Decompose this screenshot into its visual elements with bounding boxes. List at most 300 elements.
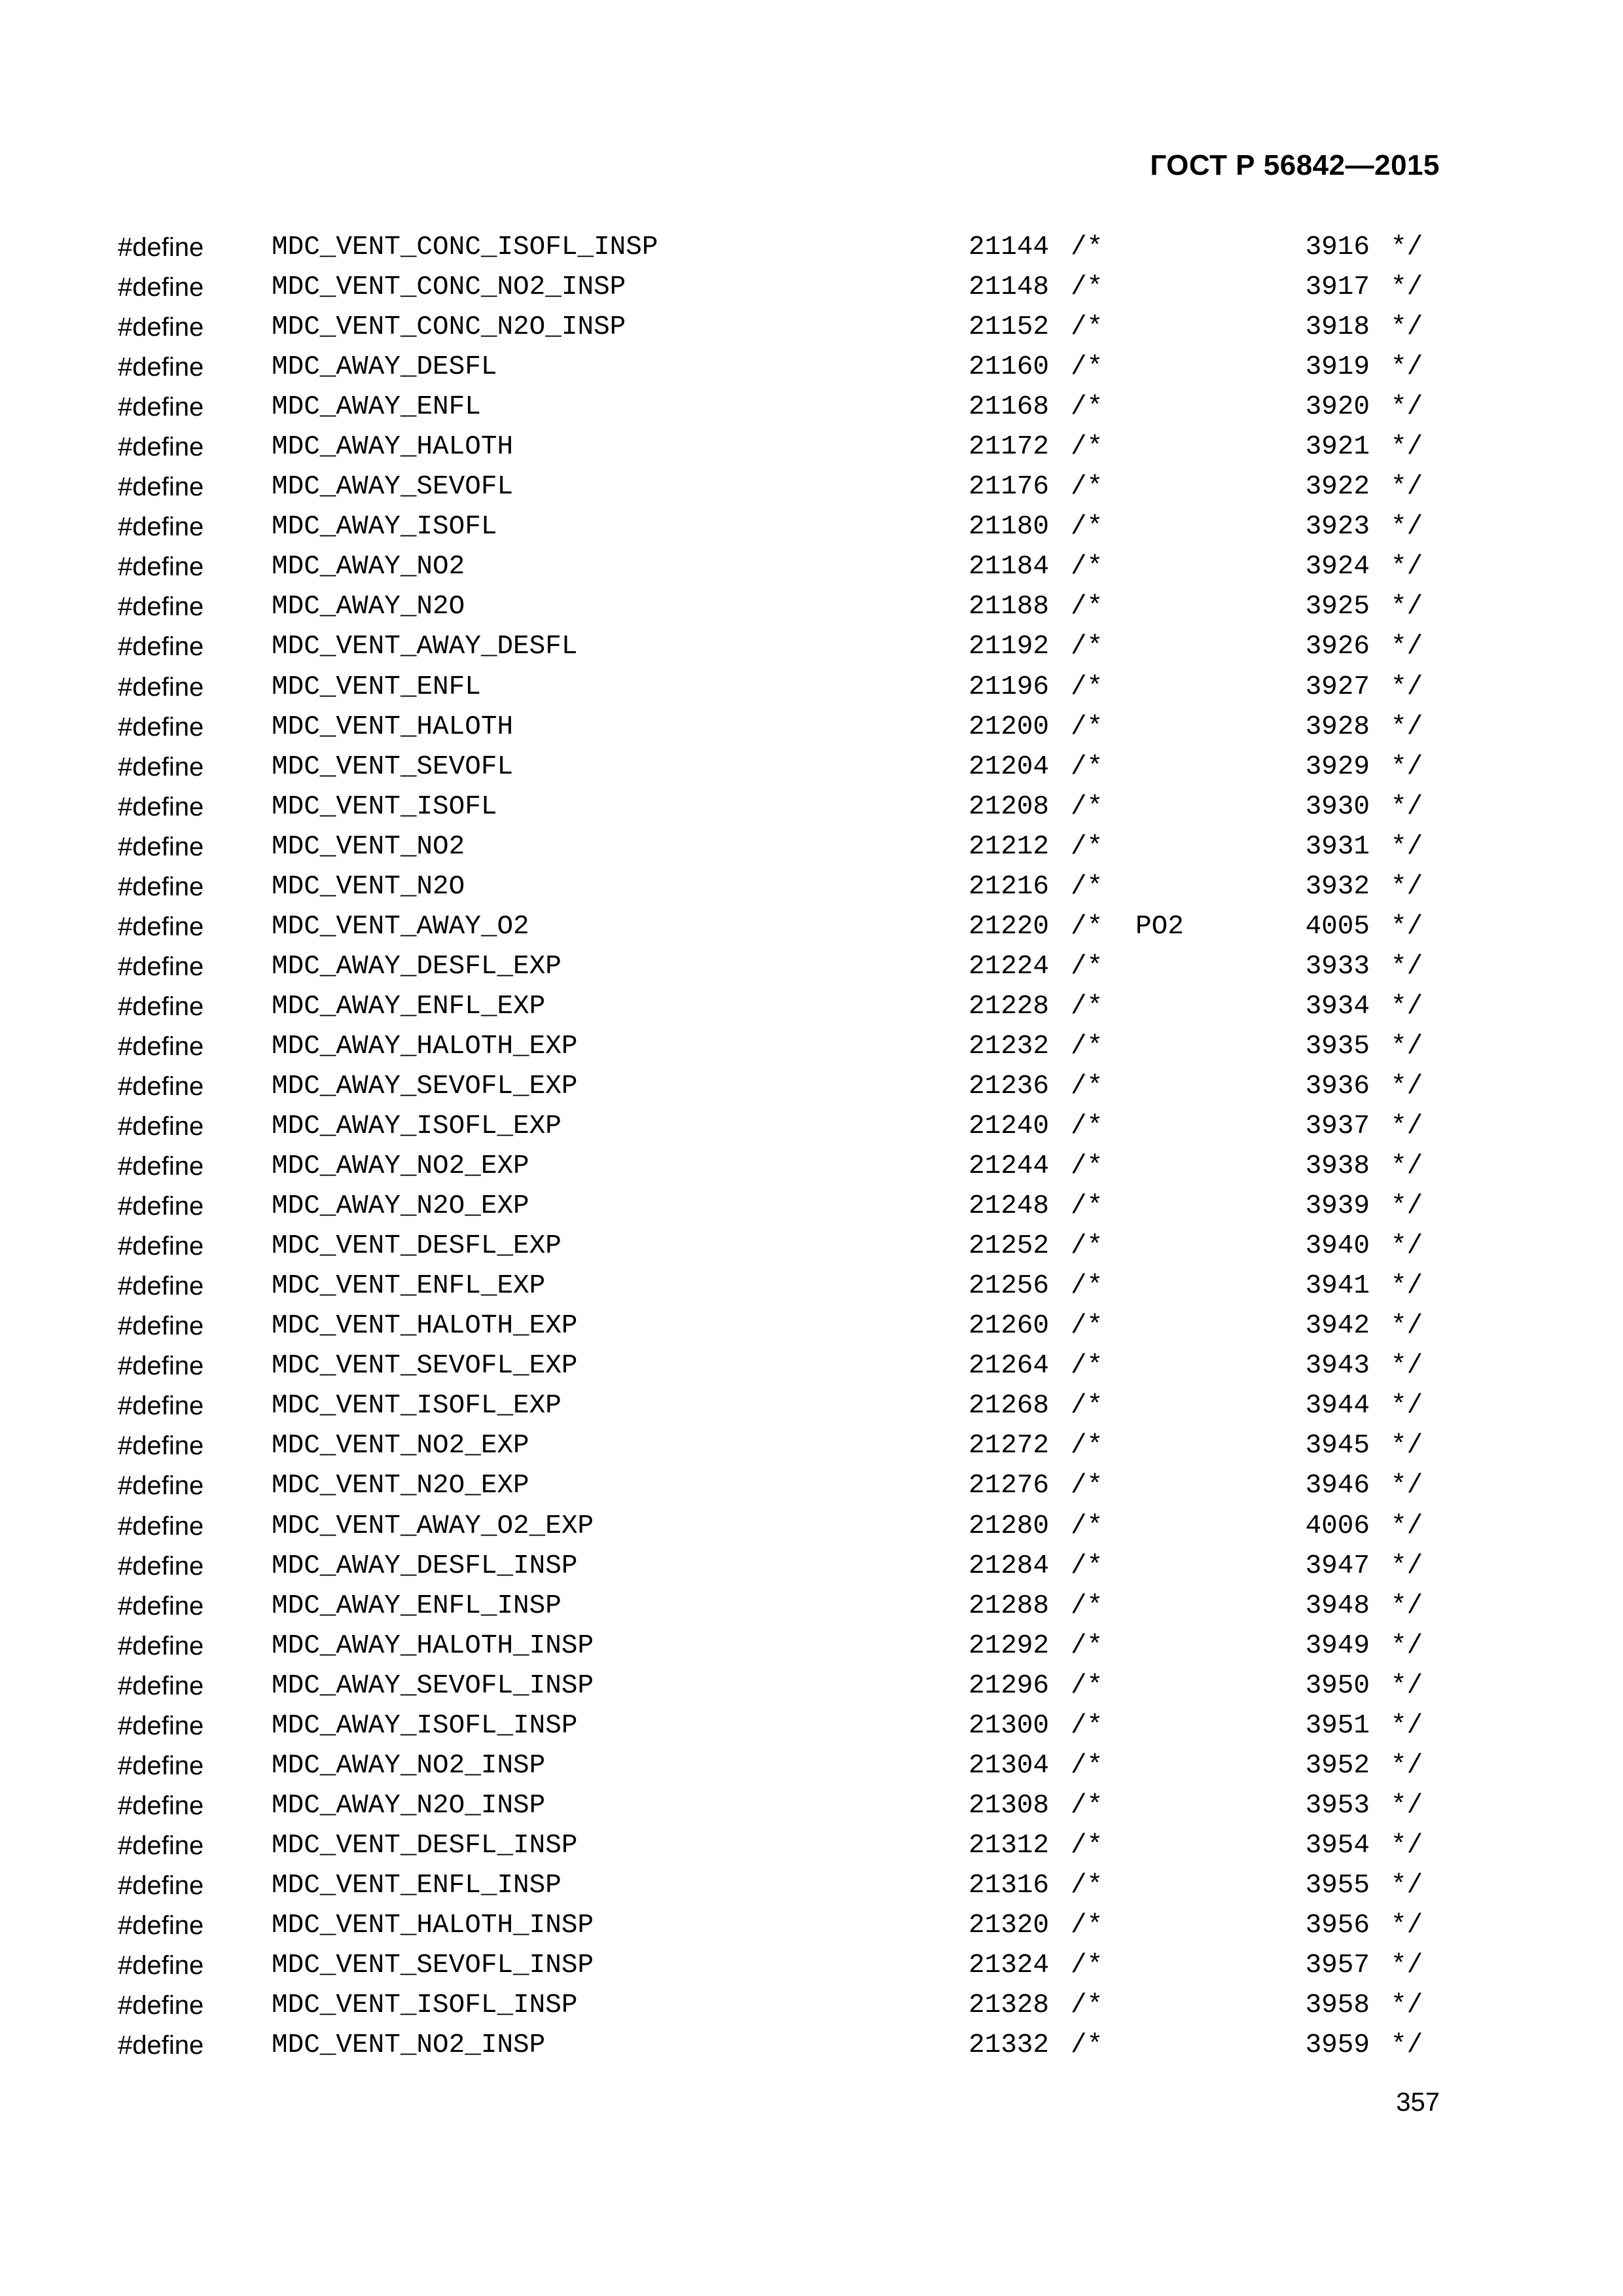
comment-open: /*: [1071, 432, 1103, 463]
define-keyword: #define: [118, 1471, 204, 1501]
reference-code: 3940: [1305, 1231, 1370, 1262]
define-row: [0, 2026, 1623, 2066]
define-row: [0, 427, 1623, 467]
comment-close: */: [1391, 1511, 1423, 1541]
define-keyword: #define: [118, 1591, 204, 1621]
define-keyword: #define: [118, 1312, 204, 1341]
reference-code: 3938: [1305, 1151, 1370, 1182]
reference-code: 3932: [1305, 871, 1370, 902]
define-row: [0, 387, 1623, 427]
constant-value: 21320: [969, 1910, 1050, 1941]
comment-close: */: [1391, 871, 1423, 902]
constant-name: MDC_VENT_N2O: [272, 871, 465, 902]
define-row: [0, 708, 1623, 747]
constant-value: 21284: [969, 1551, 1050, 1581]
constant-name: MDC_VENT_AWAY_O2_EXP: [272, 1511, 594, 1541]
constant-name: MDC_AWAY_HALOTH_EXP: [272, 1031, 578, 1062]
constant-name: MDC_VENT_NO2_EXP: [272, 1431, 529, 1462]
define-row: [0, 1786, 1623, 1826]
comment-open: /*: [1071, 1031, 1103, 1062]
comment-close: */: [1391, 632, 1423, 662]
comment-open: /*: [1071, 512, 1103, 543]
define-keyword: #define: [118, 1112, 204, 1141]
reference-code: 3929: [1305, 751, 1370, 782]
comment-open: /*: [1071, 2030, 1103, 2061]
comment-open: /*: [1071, 1391, 1103, 1422]
reference-code: 3927: [1305, 672, 1370, 702]
constant-name: MDC_VENT_SEVOFL_INSP: [272, 1950, 594, 1981]
reference-code: 3917: [1305, 272, 1370, 303]
constant-value: 21312: [969, 1830, 1050, 1861]
constant-name: MDC_AWAY_SEVOFL: [272, 472, 514, 503]
define-row: [0, 1107, 1623, 1147]
define-keyword: #define: [118, 1192, 204, 1221]
reference-code: 3922: [1305, 472, 1370, 503]
comment-close: */: [1391, 232, 1423, 262]
define-keyword: #define: [118, 1551, 204, 1581]
define-row: [0, 1187, 1623, 1227]
comment-close: */: [1391, 1311, 1423, 1342]
define-keyword: #define: [118, 992, 204, 1021]
define-row: [0, 547, 1623, 587]
comment-close: */: [1391, 1351, 1423, 1382]
constant-value: 21216: [969, 871, 1050, 902]
comment-open: /*: [1071, 1071, 1103, 1102]
constant-name: MDC_AWAY_HALOTH: [272, 432, 514, 463]
comment-close: */: [1391, 1670, 1423, 1701]
comment-open: /*: [1071, 1630, 1103, 1661]
comment-close: */: [1391, 1431, 1423, 1462]
constant-value: 21244: [969, 1151, 1050, 1182]
define-keyword: #define: [118, 1871, 204, 1900]
define-row: [0, 1866, 1623, 1906]
define-keyword: #define: [118, 1671, 204, 1700]
comment-open: /*: [1071, 1471, 1103, 1501]
constant-value: 21288: [969, 1590, 1050, 1621]
define-keyword: #define: [118, 632, 204, 662]
reference-code: 3939: [1305, 1191, 1370, 1222]
constant-name: MDC_AWAY_N2O_INSP: [272, 1790, 546, 1821]
comment-open: /*: [1071, 1590, 1103, 1621]
constant-name: MDC_AWAY_DESFL: [272, 352, 497, 383]
comment-open: /*: [1071, 1151, 1103, 1182]
comment-open: /*: [1071, 1790, 1103, 1821]
define-keyword: #define: [118, 512, 204, 542]
comment-open: /*: [1071, 1311, 1103, 1342]
define-row: [0, 1587, 1623, 1626]
reference-code: 3954: [1305, 1830, 1370, 1861]
constant-value: 21316: [969, 1870, 1050, 1901]
comment-close: */: [1391, 672, 1423, 702]
define-row: [0, 987, 1623, 1027]
define-keyword: #define: [118, 1071, 204, 1101]
constant-name: MDC_AWAY_ENFL_INSP: [272, 1590, 562, 1621]
define-row: [0, 1626, 1623, 1666]
comment-close: */: [1391, 1870, 1423, 1901]
reference-code: 3947: [1305, 1551, 1370, 1581]
comment-close: */: [1391, 1271, 1423, 1302]
define-keyword: #define: [118, 672, 204, 702]
define-row: [0, 1346, 1623, 1386]
constant-value: 21304: [969, 1750, 1050, 1781]
comment-close: */: [1391, 1471, 1423, 1501]
define-keyword: #define: [118, 1152, 204, 1181]
constant-name: MDC_VENT_NO2_INSP: [272, 2030, 546, 2061]
constant-name: MDC_AWAY_N2O_EXP: [272, 1191, 529, 1222]
define-keyword: #define: [118, 1232, 204, 1261]
constant-value: 21232: [969, 1031, 1050, 1062]
define-keyword: #define: [118, 712, 204, 742]
constant-value: 21172: [969, 432, 1050, 463]
define-row: [0, 1666, 1623, 1706]
constant-value: 21300: [969, 1710, 1050, 1741]
define-keyword: #define: [118, 912, 204, 941]
constant-name: MDC_AWAY_ISOFL_INSP: [272, 1710, 578, 1741]
constant-value: 21148: [969, 272, 1050, 303]
define-keyword: #define: [118, 752, 204, 781]
reference-code: 3959: [1305, 2030, 1370, 2061]
constant-name: MDC_VENT_AWAY_DESFL: [272, 632, 578, 662]
constant-name: MDC_AWAY_N2O: [272, 592, 465, 622]
reference-code: 3930: [1305, 791, 1370, 822]
reference-code: 3919: [1305, 352, 1370, 383]
constant-value: 21268: [969, 1391, 1050, 1422]
reference-code: 3918: [1305, 312, 1370, 343]
comment-close: */: [1391, 432, 1423, 463]
constant-name: MDC_VENT_NO2: [272, 831, 465, 862]
define-row: [0, 1426, 1623, 1466]
constant-value: 21296: [969, 1670, 1050, 1701]
define-keyword: #define: [118, 1031, 204, 1061]
comment-close: */: [1391, 1551, 1423, 1581]
constant-value: 21292: [969, 1630, 1050, 1661]
constant-value: 21308: [969, 1790, 1050, 1821]
reference-code: 3948: [1305, 1590, 1370, 1621]
define-row: [0, 627, 1623, 667]
comment-close: */: [1391, 392, 1423, 423]
comment-open: /*: [1071, 951, 1103, 982]
constant-value: 21276: [969, 1471, 1050, 1501]
define-keyword: #define: [118, 1272, 204, 1301]
comment-close: */: [1391, 592, 1423, 622]
reference-code: 3934: [1305, 991, 1370, 1022]
define-keyword: #define: [118, 832, 204, 861]
comment-close: */: [1391, 1710, 1423, 1741]
page-number: 357: [1396, 2088, 1440, 2117]
constant-value: 21236: [969, 1071, 1050, 1102]
constant-value: 21256: [969, 1271, 1050, 1302]
reference-code: 3951: [1305, 1710, 1370, 1741]
reference-code: 3921: [1305, 432, 1370, 463]
constant-name: MDC_VENT_CONC_N2O_INSP: [272, 312, 626, 343]
constant-name: MDC_VENT_SEVOFL: [272, 751, 514, 782]
reference-code: 3928: [1305, 711, 1370, 742]
define-keyword: #define: [118, 1631, 204, 1660]
constant-name: MDC_AWAY_DESFL_EXP: [272, 951, 562, 982]
comment-close: */: [1391, 991, 1423, 1022]
constant-name: MDC_AWAY_SEVOFL_INSP: [272, 1670, 594, 1701]
constant-name: MDC_VENT_AWAY_O2: [272, 911, 529, 942]
comment-open: /*: [1071, 751, 1103, 782]
reference-code: 3916: [1305, 232, 1370, 262]
constant-name: MDC_VENT_ENFL: [272, 672, 481, 702]
comment-close: */: [1391, 1391, 1423, 1422]
document-header: ГОСТ Р 56842—2015: [1150, 149, 1440, 181]
comment-open: /*: [1071, 392, 1103, 423]
reference-code: 3926: [1305, 632, 1370, 662]
reference-code: 3936: [1305, 1071, 1370, 1102]
constant-value: 21196: [969, 672, 1050, 702]
define-keyword: #define: [118, 872, 204, 901]
define-keyword: #define: [118, 233, 204, 262]
define-listing: [0, 228, 1623, 2066]
comment-open: /*: [1071, 1950, 1103, 1981]
comment-open: /*: [1071, 1271, 1103, 1302]
comment-close: */: [1391, 791, 1423, 822]
define-row: [0, 1067, 1623, 1107]
define-row: [0, 827, 1623, 867]
comment-open: /*: [1071, 911, 1103, 942]
comment-close: */: [1391, 272, 1423, 303]
constant-value: 21184: [969, 552, 1050, 583]
define-keyword: #define: [118, 1751, 204, 1780]
comment-note: PO2: [1135, 911, 1184, 942]
reference-code: 3935: [1305, 1031, 1370, 1062]
define-keyword: #define: [118, 433, 204, 462]
define-keyword: #define: [118, 473, 204, 502]
comment-close: */: [1391, 711, 1423, 742]
comment-close: */: [1391, 2030, 1423, 2061]
comment-open: /*: [1071, 1551, 1103, 1581]
comment-close: */: [1391, 831, 1423, 862]
define-keyword: #define: [118, 592, 204, 622]
comment-close: */: [1391, 1151, 1423, 1182]
constant-name: MDC_VENT_ISOFL_INSP: [272, 1990, 578, 2021]
define-row: [0, 907, 1623, 947]
comment-open: /*: [1071, 312, 1103, 343]
constant-value: 21180: [969, 512, 1050, 543]
constant-value: 21220: [969, 911, 1050, 942]
constant-name: MDC_AWAY_SEVOFL_EXP: [272, 1071, 578, 1102]
constant-value: 21224: [969, 951, 1050, 982]
reference-code: 3956: [1305, 1910, 1370, 1941]
constant-value: 21192: [969, 632, 1050, 662]
define-row: [0, 1466, 1623, 1506]
constant-value: 21160: [969, 352, 1050, 383]
reference-code: 3937: [1305, 1111, 1370, 1142]
comment-open: /*: [1071, 632, 1103, 662]
reference-code: 3945: [1305, 1431, 1370, 1462]
comment-open: /*: [1071, 592, 1103, 622]
comment-close: */: [1391, 352, 1423, 383]
comment-open: /*: [1071, 1511, 1103, 1541]
comment-close: */: [1391, 1910, 1423, 1941]
reference-code: 3952: [1305, 1750, 1370, 1781]
reference-code: 3924: [1305, 552, 1370, 583]
constant-name: MDC_AWAY_ISOFL: [272, 512, 497, 543]
constant-name: MDC_AWAY_NO2_EXP: [272, 1151, 529, 1182]
comment-open: /*: [1071, 1830, 1103, 1861]
reference-code: 3944: [1305, 1391, 1370, 1422]
comment-open: /*: [1071, 1670, 1103, 1701]
define-keyword: #define: [118, 1352, 204, 1381]
constant-name: MDC_AWAY_ENFL_EXP: [272, 991, 546, 1022]
reference-code: 3953: [1305, 1790, 1370, 1821]
comment-close: */: [1391, 1071, 1423, 1102]
constant-name: MDC_VENT_ISOFL_EXP: [272, 1391, 562, 1422]
define-keyword: #define: [118, 1831, 204, 1860]
constant-value: 21280: [969, 1511, 1050, 1541]
comment-close: */: [1391, 951, 1423, 982]
comment-close: */: [1391, 472, 1423, 503]
comment-open: /*: [1071, 352, 1103, 383]
define-row: [0, 668, 1623, 708]
comment-open: /*: [1071, 871, 1103, 902]
constant-name: MDC_VENT_ENFL_EXP: [272, 1271, 546, 1302]
constant-value: 21332: [969, 2030, 1050, 2061]
define-row: [0, 1706, 1623, 1746]
define-keyword: #define: [118, 1431, 204, 1461]
comment-open: /*: [1071, 552, 1103, 583]
define-keyword: #define: [118, 1910, 204, 1940]
define-keyword: #define: [118, 1511, 204, 1541]
reference-code: 3949: [1305, 1630, 1370, 1661]
constant-name: MDC_VENT_N2O_EXP: [272, 1471, 529, 1501]
comment-close: */: [1391, 1950, 1423, 1981]
comment-close: */: [1391, 512, 1423, 543]
comment-open: /*: [1071, 672, 1103, 702]
comment-close: */: [1391, 751, 1423, 782]
define-keyword: #define: [118, 393, 204, 422]
comment-close: */: [1391, 1111, 1423, 1142]
reference-code: 3931: [1305, 831, 1370, 862]
comment-close: */: [1391, 552, 1423, 583]
define-keyword: #define: [118, 1991, 204, 2020]
constant-name: MDC_VENT_HALOTH: [272, 711, 514, 742]
constant-name: MDC_AWAY_ISOFL_EXP: [272, 1111, 562, 1142]
reference-code: 3941: [1305, 1271, 1370, 1302]
constant-value: 21228: [969, 991, 1050, 1022]
constant-value: 21264: [969, 1351, 1050, 1382]
define-row: [0, 867, 1623, 907]
reference-code: 3942: [1305, 1311, 1370, 1342]
define-row: [0, 308, 1623, 348]
comment-open: /*: [1071, 1990, 1103, 2021]
comment-close: */: [1391, 1191, 1423, 1222]
define-row: [0, 1986, 1623, 2026]
define-keyword: #define: [118, 1391, 204, 1421]
constant-value: 21152: [969, 312, 1050, 343]
define-keyword: #define: [118, 273, 204, 302]
constant-value: 21208: [969, 791, 1050, 822]
define-row: [0, 1147, 1623, 1187]
constant-value: 21272: [969, 1431, 1050, 1462]
comment-close: */: [1391, 1630, 1423, 1661]
comment-close: */: [1391, 1750, 1423, 1781]
constant-name: MDC_VENT_CONC_NO2_INSP: [272, 272, 626, 303]
define-row: [0, 467, 1623, 507]
define-row: [0, 1746, 1623, 1786]
constant-value: 21200: [969, 711, 1050, 742]
constant-value: 21252: [969, 1231, 1050, 1262]
comment-close: */: [1391, 1790, 1423, 1821]
constant-name: MDC_AWAY_HALOTH_INSP: [272, 1630, 594, 1661]
define-row: [0, 947, 1623, 987]
constant-name: MDC_VENT_HALOTH_EXP: [272, 1311, 578, 1342]
comment-open: /*: [1071, 831, 1103, 862]
constant-name: MDC_AWAY_DESFL_INSP: [272, 1551, 578, 1581]
comment-close: */: [1391, 1031, 1423, 1062]
reference-code: 3946: [1305, 1471, 1370, 1501]
reference-code: 3957: [1305, 1950, 1370, 1981]
define-row: [0, 348, 1623, 387]
define-keyword: #define: [118, 552, 204, 582]
comment-open: /*: [1071, 1431, 1103, 1462]
reference-code: 3925: [1305, 592, 1370, 622]
reference-code: 3955: [1305, 1870, 1370, 1901]
comment-close: */: [1391, 911, 1423, 942]
constant-name: MDC_VENT_DESFL_INSP: [272, 1830, 578, 1861]
reference-code: 3933: [1305, 951, 1370, 982]
define-row: [0, 1826, 1623, 1866]
constant-name: MDC_AWAY_ENFL: [272, 392, 481, 423]
constant-value: 21204: [969, 751, 1050, 782]
comment-open: /*: [1071, 1191, 1103, 1222]
constant-name: MDC_VENT_CONC_ISOFL_INSP: [272, 232, 658, 262]
comment-open: /*: [1071, 791, 1103, 822]
constant-value: 21328: [969, 1990, 1050, 2021]
comment-open: /*: [1071, 1231, 1103, 1262]
define-keyword: #define: [118, 353, 204, 382]
constant-value: 21324: [969, 1950, 1050, 1981]
constant-value: 21240: [969, 1111, 1050, 1142]
define-row: [0, 1306, 1623, 1346]
define-keyword: #define: [118, 952, 204, 981]
reference-code: 3958: [1305, 1990, 1370, 2021]
define-row: [0, 1507, 1623, 1547]
define-keyword: #define: [118, 2031, 204, 2060]
comment-close: */: [1391, 1830, 1423, 1861]
constant-value: 21248: [969, 1191, 1050, 1222]
define-row: [0, 228, 1623, 268]
constant-name: MDC_VENT_DESFL_EXP: [272, 1231, 562, 1262]
define-row: [0, 268, 1623, 308]
comment-close: */: [1391, 1231, 1423, 1262]
reference-code: 3923: [1305, 512, 1370, 543]
define-row: [0, 1547, 1623, 1587]
constant-name: MDC_VENT_ENFL_INSP: [272, 1870, 562, 1901]
reference-code: 3943: [1305, 1351, 1370, 1382]
define-row: [0, 1266, 1623, 1306]
comment-open: /*: [1071, 1351, 1103, 1382]
comment-close: */: [1391, 312, 1423, 343]
reference-code: 3950: [1305, 1670, 1370, 1701]
define-row: [0, 787, 1623, 827]
constant-name: MDC_VENT_HALOTH_INSP: [272, 1910, 594, 1941]
comment-open: /*: [1071, 472, 1103, 503]
constant-name: MDC_AWAY_NO2_INSP: [272, 1750, 546, 1781]
reference-code: 4005: [1305, 911, 1370, 942]
constant-value: 21176: [969, 472, 1050, 503]
reference-code: 4006: [1305, 1511, 1370, 1541]
constant-name: MDC_VENT_SEVOFL_EXP: [272, 1351, 578, 1382]
define-row: [0, 1027, 1623, 1067]
define-row: [0, 1227, 1623, 1266]
define-row: [0, 1946, 1623, 1986]
define-row: [0, 1906, 1623, 1946]
comment-close: */: [1391, 1990, 1423, 2021]
comment-open: /*: [1071, 1710, 1103, 1741]
